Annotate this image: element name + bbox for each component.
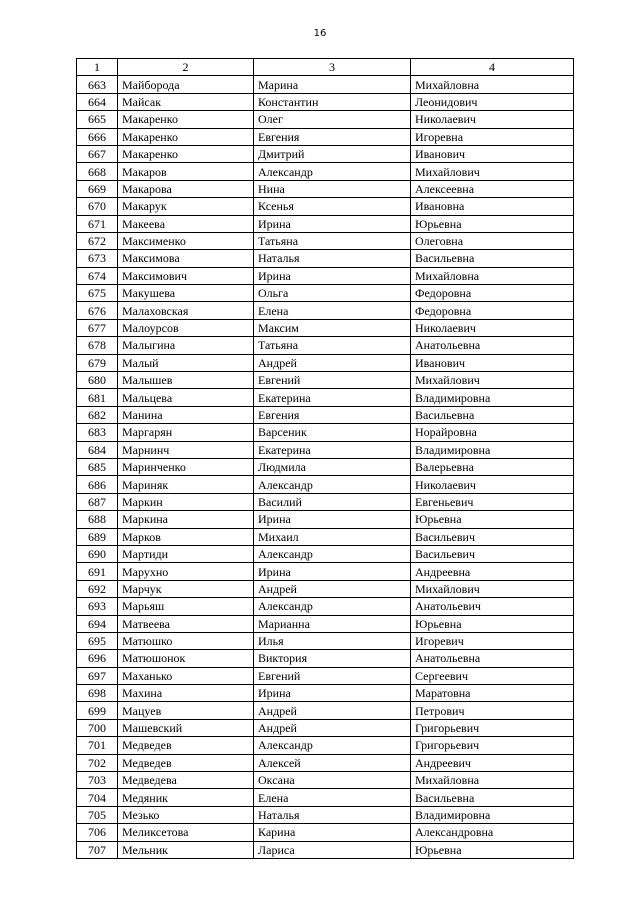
row-number-cell: 692 [77,580,118,597]
first-name-cell: Михаил [254,528,411,545]
surname-cell: Мацуев [118,702,254,719]
table-row [77,841,574,858]
row-number-cell: 689 [77,528,118,545]
row-number-cell: 679 [77,354,118,371]
surname-cell: Малаховская [118,302,254,319]
surname-cell: Максимова [118,250,254,267]
patronymic-cell: Игоревна [411,128,574,145]
row-number-cell: 686 [77,476,118,493]
first-name-cell: Татьяна [254,337,411,354]
first-name-cell: Василий [254,493,411,510]
first-name-cell: Ирина [254,215,411,232]
row-number-cell: 690 [77,545,118,562]
patronymic-cell: Васильевич [411,545,574,562]
table-row [77,319,574,336]
surname-cell: Макушева [118,285,254,302]
surname-cell: Майсак [118,93,254,110]
surname-cell: Малый [118,354,254,371]
first-name-cell: Максим [254,319,411,336]
table-row [77,719,574,736]
surname-cell: Малыгина [118,337,254,354]
surname-cell: Макаренко [118,111,254,128]
surname-cell: Майборода [118,76,254,93]
patronymic-cell: Федоровна [411,302,574,319]
patronymic-cell: Васильевна [411,789,574,806]
first-name-cell: Андрей [254,719,411,736]
surname-cell: Макаров [118,163,254,180]
table-row [77,180,574,197]
column-header-4: 4 [411,59,574,76]
patronymic-cell: Юрьевна [411,215,574,232]
patronymic-cell: Владимировна [411,806,574,823]
first-name-cell: Александр [254,476,411,493]
row-number-cell: 687 [77,493,118,510]
table-row [77,215,574,232]
row-number-cell: 668 [77,163,118,180]
table-row [77,650,574,667]
first-name-cell: Ирина [254,511,411,528]
row-number-cell: 705 [77,806,118,823]
row-number-cell: 676 [77,302,118,319]
first-name-cell: Лариса [254,841,411,858]
surname-cell: Маргарян [118,424,254,441]
surname-cell: Макарова [118,180,254,197]
first-name-cell: Ольга [254,285,411,302]
surname-cell: Марнинч [118,441,254,458]
patronymic-cell: Михайлович [411,163,574,180]
first-name-cell: Елена [254,302,411,319]
patronymic-cell: Владимировна [411,441,574,458]
first-name-cell: Алексей [254,754,411,771]
row-number-cell: 706 [77,824,118,841]
first-name-cell: Наталья [254,250,411,267]
table-row [77,250,574,267]
patronymic-cell: Николаевич [411,476,574,493]
first-name-cell: Андрей [254,354,411,371]
table-row [77,824,574,841]
patronymic-cell: Иванович [411,145,574,162]
table-row [77,424,574,441]
surname-cell: Мариняк [118,476,254,493]
table-row [77,511,574,528]
row-number-cell: 695 [77,632,118,649]
patronymic-cell: Андреевна [411,563,574,580]
row-number-cell: 672 [77,232,118,249]
surname-cell: Меликсетова [118,824,254,841]
surname-cell: Манина [118,406,254,423]
surname-cell: Маркина [118,511,254,528]
table-row [77,232,574,249]
surname-cell: Марухно [118,563,254,580]
surname-cell: Медведев [118,754,254,771]
patronymic-cell: Михайловна [411,76,574,93]
patronymic-cell: Анатольевич [411,598,574,615]
first-name-cell: Александр [254,598,411,615]
table-row [77,406,574,423]
surname-cell: Макеева [118,215,254,232]
surname-cell: Марьяш [118,598,254,615]
patronymic-cell: Андреевич [411,754,574,771]
surname-cell: Мартиди [118,545,254,562]
table-row [77,458,574,475]
table-row [77,93,574,110]
column-header-row [77,59,574,76]
first-name-cell: Евгения [254,128,411,145]
table-row [77,389,574,406]
row-number-cell: 697 [77,667,118,684]
column-header-2: 2 [118,59,254,76]
table-row [77,806,574,823]
row-number-cell: 704 [77,789,118,806]
table-row [77,667,574,684]
names-table [76,58,574,859]
surname-cell: Малоурсов [118,319,254,336]
first-name-cell: Евгений [254,667,411,684]
surname-cell: Макаренко [118,128,254,145]
first-name-cell: Людмила [254,458,411,475]
patronymic-cell: Николаевич [411,319,574,336]
row-number-cell: 669 [77,180,118,197]
first-name-cell: Константин [254,93,411,110]
surname-cell: Маркин [118,493,254,510]
row-number-cell: 675 [77,285,118,302]
patronymic-cell: Михайлович [411,580,574,597]
surname-cell: Машевский [118,719,254,736]
surname-cell: Мельник [118,841,254,858]
patronymic-cell: Евгеньевич [411,493,574,510]
table-row [77,145,574,162]
patronymic-cell: Васильевна [411,406,574,423]
first-name-cell: Андрей [254,580,411,597]
first-name-cell: Марина [254,76,411,93]
table-row [77,372,574,389]
first-name-cell: Илья [254,632,411,649]
row-number-cell: 678 [77,337,118,354]
surname-cell: Медведев [118,737,254,754]
column-header-3: 3 [254,59,411,76]
first-name-cell: Наталья [254,806,411,823]
table-row [77,285,574,302]
first-name-cell: Татьяна [254,232,411,249]
table-row [77,772,574,789]
row-number-cell: 666 [77,128,118,145]
surname-cell: Медведева [118,772,254,789]
patronymic-cell: Юрьевна [411,841,574,858]
row-number-cell: 677 [77,319,118,336]
row-number-cell: 707 [77,841,118,858]
table-row [77,685,574,702]
first-name-cell: Александр [254,737,411,754]
table-row [77,111,574,128]
row-number-cell: 664 [77,93,118,110]
row-number-cell: 702 [77,754,118,771]
first-name-cell: Ирина [254,685,411,702]
table-row [77,337,574,354]
patronymic-cell: Алексеевна [411,180,574,197]
first-name-cell: Евгения [254,406,411,423]
patronymic-cell: Анатольевна [411,337,574,354]
surname-cell: Марчук [118,580,254,597]
first-name-cell: Оксана [254,772,411,789]
table-row [77,76,574,93]
table-row [77,702,574,719]
first-name-cell: Ирина [254,267,411,284]
surname-cell: Маринченко [118,458,254,475]
row-number-cell: 699 [77,702,118,719]
row-number-cell: 685 [77,458,118,475]
patronymic-cell: Михайловна [411,267,574,284]
table-row [77,615,574,632]
patronymic-cell: Федоровна [411,285,574,302]
patronymic-cell: Иванович [411,354,574,371]
row-number-cell: 683 [77,424,118,441]
table-row [77,354,574,371]
row-number-cell: 667 [77,145,118,162]
patronymic-cell: Валерьевна [411,458,574,475]
patronymic-cell: Сергеевич [411,667,574,684]
patronymic-cell: Григорьевич [411,719,574,736]
first-name-cell: Елена [254,789,411,806]
first-name-cell: Евгений [254,372,411,389]
row-number-cell: 671 [77,215,118,232]
patronymic-cell: Игоревич [411,632,574,649]
row-number-cell: 696 [77,650,118,667]
row-number-cell: 701 [77,737,118,754]
column-header-1: 1 [77,59,118,76]
patronymic-cell: Маратовна [411,685,574,702]
first-name-cell: Нина [254,180,411,197]
surname-cell: Малышев [118,372,254,389]
surname-cell: Марков [118,528,254,545]
row-number-cell: 700 [77,719,118,736]
first-name-cell: Александр [254,545,411,562]
surname-cell: Матюшонок [118,650,254,667]
row-number-cell: 691 [77,563,118,580]
table-row [77,580,574,597]
patronymic-cell: Михайлович [411,372,574,389]
table-row [77,163,574,180]
patronymic-cell: Александровна [411,824,574,841]
patronymic-cell: Владимировна [411,389,574,406]
first-name-cell: Олег [254,111,411,128]
table-row [77,441,574,458]
row-number-cell: 694 [77,615,118,632]
first-name-cell: Варсеник [254,424,411,441]
first-name-cell: Александр [254,163,411,180]
row-number-cell: 703 [77,772,118,789]
first-name-cell: Ирина [254,563,411,580]
patronymic-cell: Ивановна [411,198,574,215]
row-number-cell: 673 [77,250,118,267]
surname-cell: Макаренко [118,145,254,162]
table-row [77,737,574,754]
surname-cell: Максименко [118,232,254,249]
first-name-cell: Екатерина [254,389,411,406]
patronymic-cell: Петрович [411,702,574,719]
patronymic-cell: Олеговна [411,232,574,249]
table-row [77,198,574,215]
patronymic-cell: Григорьевич [411,737,574,754]
table-row [77,545,574,562]
table-row [77,632,574,649]
table-row [77,754,574,771]
row-number-cell: 680 [77,372,118,389]
patronymic-cell: Васильевна [411,250,574,267]
surname-cell: Мальцева [118,389,254,406]
patronymic-cell: Анатольевна [411,650,574,667]
surname-cell: Медяник [118,789,254,806]
row-number-cell: 688 [77,511,118,528]
patronymic-cell: Норайровна [411,424,574,441]
table-row [77,128,574,145]
patronymic-cell: Юрьевна [411,511,574,528]
first-name-cell: Карина [254,824,411,841]
table-body [77,76,574,859]
first-name-cell: Ксенья [254,198,411,215]
row-number-cell: 663 [77,76,118,93]
first-name-cell: Дмитрий [254,145,411,162]
row-number-cell: 693 [77,598,118,615]
first-name-cell: Марианна [254,615,411,632]
surname-cell: Максимович [118,267,254,284]
patronymic-cell: Юрьевна [411,615,574,632]
table-row [77,493,574,510]
first-name-cell: Андрей [254,702,411,719]
table-row [77,789,574,806]
table-row [77,528,574,545]
patronymic-cell: Леонидович [411,93,574,110]
surname-cell: Махина [118,685,254,702]
row-number-cell: 674 [77,267,118,284]
table-row [77,563,574,580]
row-number-cell: 698 [77,685,118,702]
surname-cell: Матвеева [118,615,254,632]
surname-cell: Матюшко [118,632,254,649]
first-name-cell: Виктория [254,650,411,667]
row-number-cell: 684 [77,441,118,458]
table-row [77,302,574,319]
row-number-cell: 682 [77,406,118,423]
row-number-cell: 681 [77,389,118,406]
row-number-cell: 665 [77,111,118,128]
table-row [77,476,574,493]
patronymic-cell: Михайловна [411,772,574,789]
first-name-cell: Екатерина [254,441,411,458]
row-number-cell: 670 [77,198,118,215]
surname-cell: Макарук [118,198,254,215]
patronymic-cell: Николаевич [411,111,574,128]
surname-cell: Маханько [118,667,254,684]
surname-cell: Мезько [118,806,254,823]
patronymic-cell: Васильевич [411,528,574,545]
table-row [77,598,574,615]
page-number: 16 [313,28,327,39]
table-row [77,267,574,284]
